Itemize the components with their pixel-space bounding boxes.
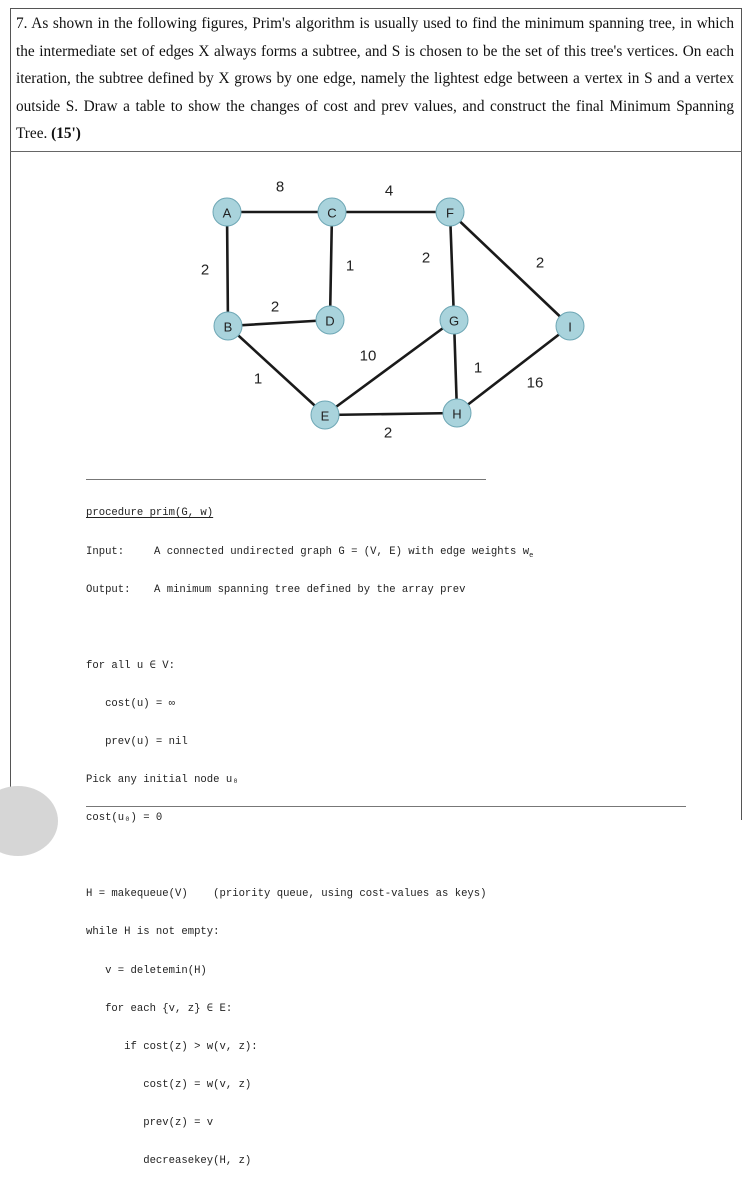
graph-weights [201,179,544,442]
algo-line: cost(u) = ∞ [86,697,176,710]
node-label: A [222,205,232,221]
node-label: D [325,313,335,329]
node-A [213,198,241,226]
question-number: 7. [16,15,28,32]
node-label: C [327,205,337,221]
algo-line: cost(u₀) = 0 [86,812,163,825]
node-C [318,198,346,226]
algo-line: Pick any initial node u₀ [86,774,239,787]
algo-line: v = deletemin(H) [86,964,207,977]
edge-E-H [325,413,457,415]
algo-line: if cost(z) > w(v, z): [86,1040,258,1053]
question-points: (15') [51,125,81,142]
edge-F-I [450,212,570,326]
algorithm-block [86,482,686,1193]
algo-line: H = makequeue(V) (priority queue, using cost-values as keys) [86,888,487,901]
node-label: F [446,205,454,221]
algo-top-rule [86,479,486,480]
edge-weight-B-E: 1 [253,370,263,388]
algo-line: prev(z) = v [86,1116,214,1129]
node-D [316,306,344,334]
edge-F-G [450,212,454,320]
algo-line: for each {v, z} ∈ E: [86,1002,233,1015]
algo-header: procedure prim(G, w) [86,507,214,520]
edge-weight-F-G: 2 [421,249,431,267]
node-I [556,312,584,340]
edge-weight-A-C: 8 [275,178,285,196]
edge-weight-G-H: 1 [473,359,483,377]
algo-bottom-rule [86,806,686,807]
algo-output: Output: A minimum spanning tree defined by the array prev [86,583,466,596]
edge-B-E [228,326,325,415]
edge-B-D [228,320,330,326]
node-F [436,198,464,226]
algo-line: decreasekey(H, z) [86,1155,252,1167]
node-label: B [223,319,233,335]
algo-line [86,850,686,863]
algo-line: prev(u) = nil [86,735,188,748]
edge-weight-C-F: 4 [384,182,394,200]
edge-weight-E-G: 10 [359,347,377,365]
edge-A-B [227,212,228,326]
algo-line: for all u ∈ V: [86,659,176,672]
edge-weight-H-I: 16 [526,374,544,392]
node-label: I [568,319,572,335]
edge-C-D [330,212,332,320]
node-label: E [320,408,330,424]
edge-weight-B-D: 2 [270,298,280,316]
algo-line: while H is not empty: [86,926,220,939]
algo-line: cost(z) = w(v, z) [86,1078,252,1091]
algo-input: Input: A connected undirected graph G = (V, E) with edge weights $w_e$ [86,545,534,560]
question-body: As shown in the following figures, Prim's algorithm is usually used to find the minimum spanning tree, in which the intermediate set of edges X always forms a subtree, and S is chosen to be the set of this tree's vertices. On each iteration, the subtree defined by X grows by one edge, namely the lightest edge between a vertex in S and a vertex outside S. Draw a table to show the changes of cost and prev values, and construct the final Minimum Spanning Tree. [16,15,734,142]
edge-weight-E-H: 2 [383,424,393,442]
node-E [311,401,339,429]
graph-nodes [213,198,584,429]
node-label: H [452,406,462,422]
edge-weight-F-I: 2 [535,254,545,272]
node-H [443,399,471,427]
edge-E-G [325,320,454,415]
node-B [214,312,242,340]
node-G [440,306,468,334]
node-label: G [448,313,460,329]
edge-weight-A-B: 2 [200,261,210,279]
edge-weight-C-D: 1 [345,257,355,275]
